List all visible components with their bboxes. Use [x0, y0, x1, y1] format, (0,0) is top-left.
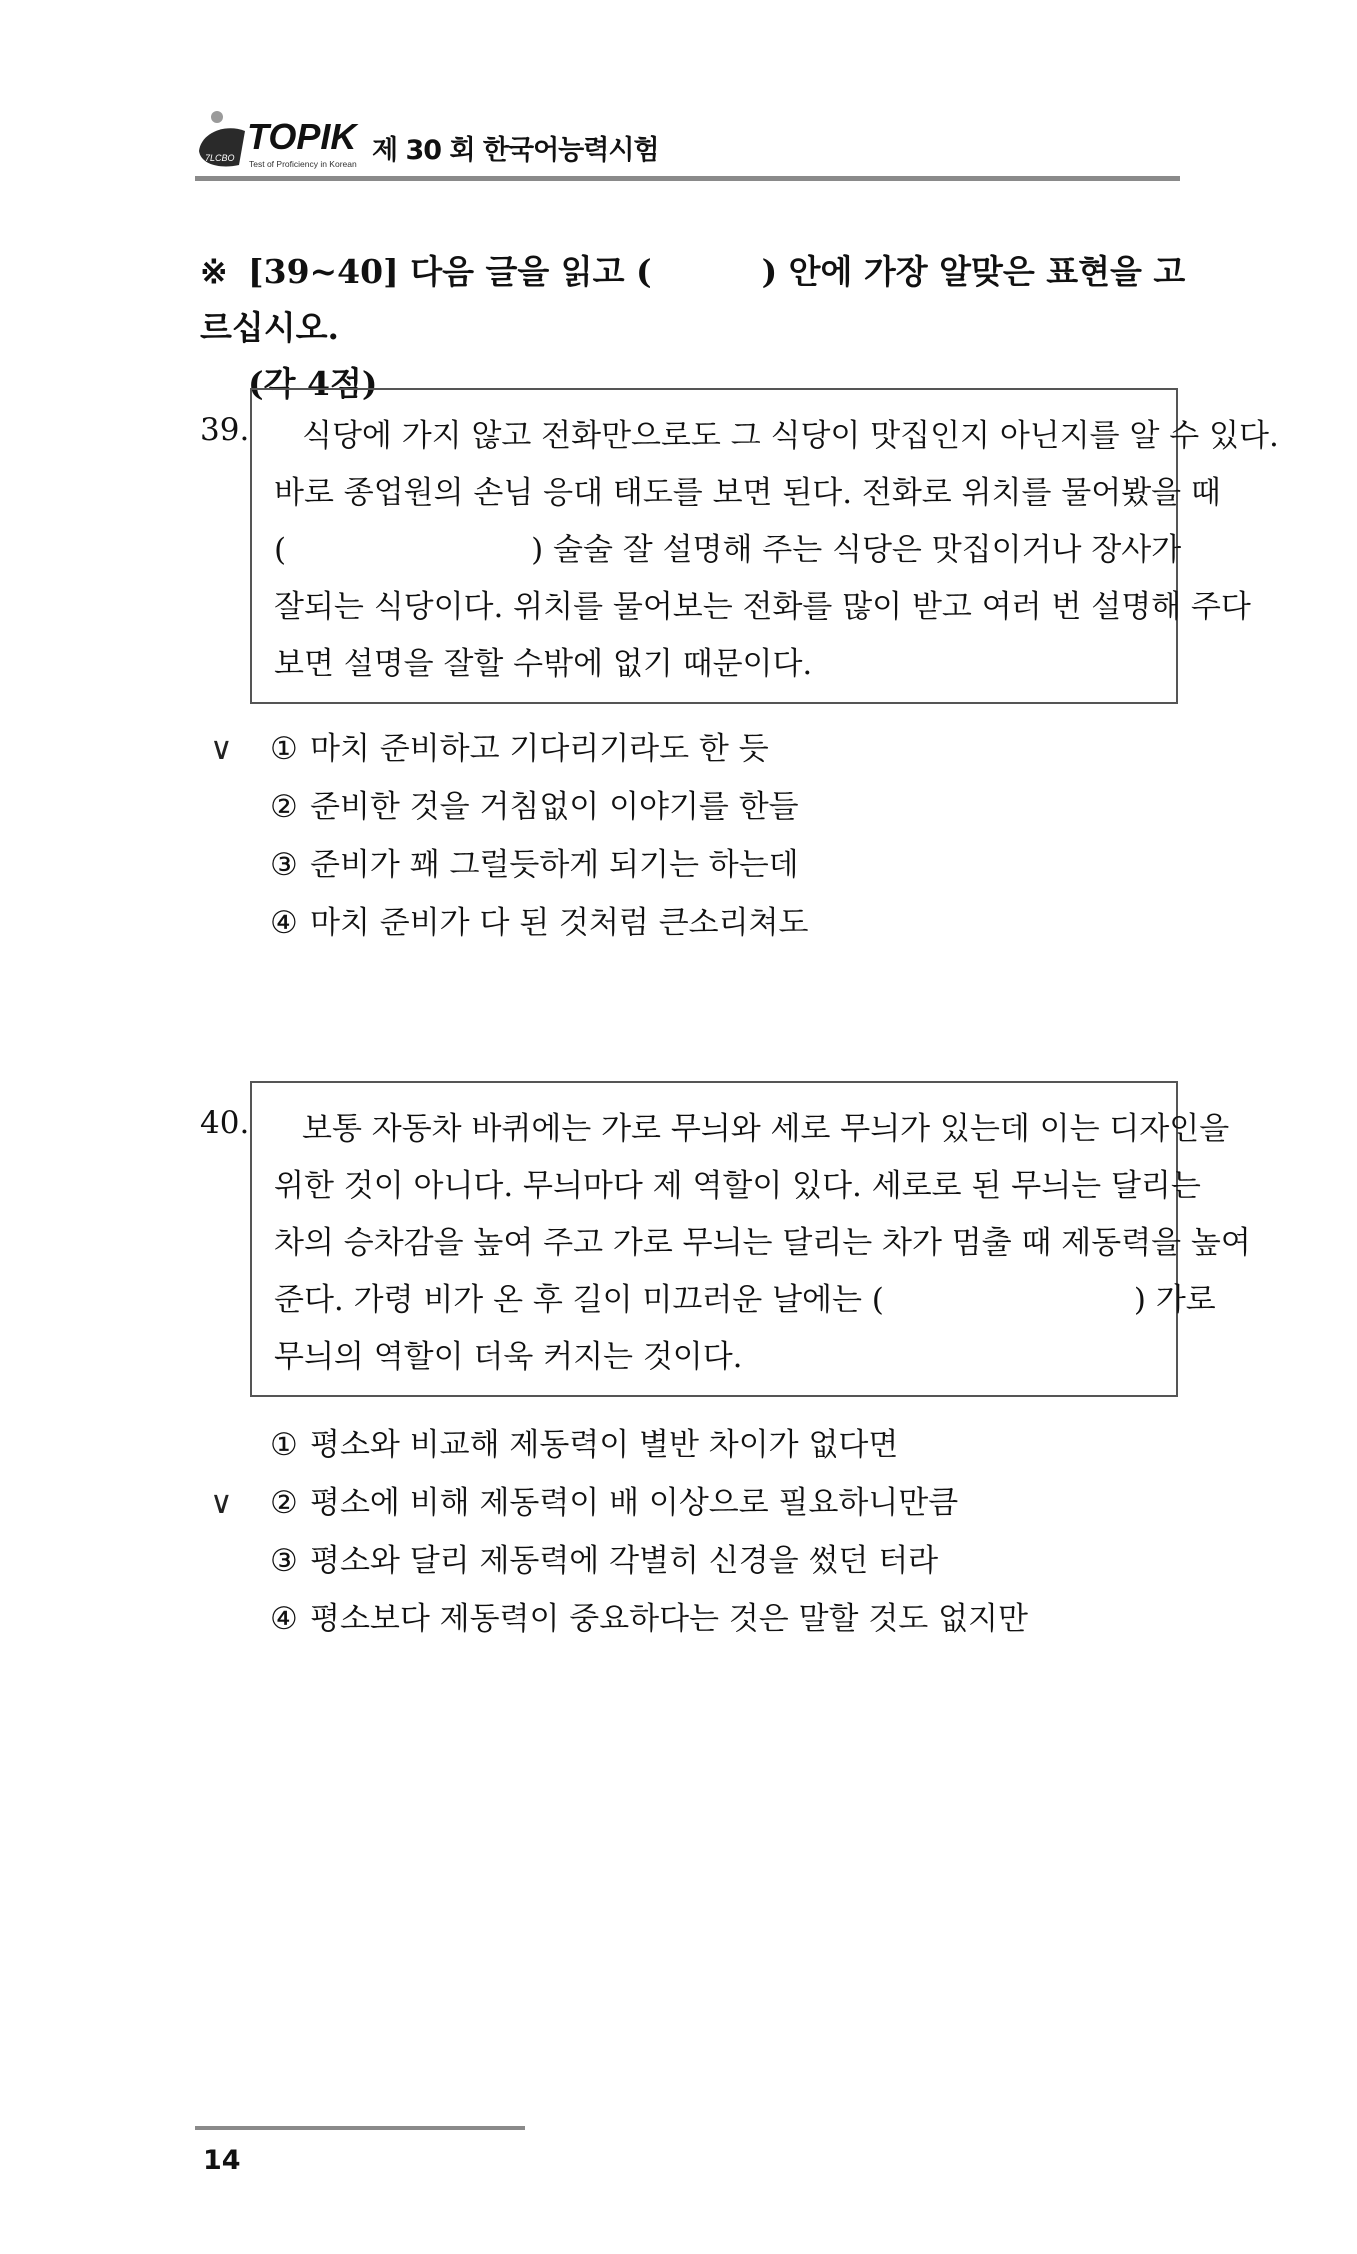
reference-mark: ※: [200, 252, 228, 291]
option-4[interactable]: [210, 1590, 1110, 1648]
instruction-text-1: [39~40] 다음 글을 읽고 (: [248, 252, 652, 291]
question-number-40: 40.: [200, 1105, 250, 1141]
passage-line: 바로 종업원의 손님 응대 태도를 보면 된다. 전화로 위치를 물어봤을 때: [274, 475, 1221, 511]
passage-line-with-blank: [274, 1272, 1216, 1329]
blank-close-text: ) 가로: [1133, 1282, 1216, 1318]
logo-brand: TOPIK: [247, 116, 357, 157]
passage-line: 무늬의 역할이 더욱 커지는 것이다.: [274, 1339, 743, 1375]
option-text: 평소와 달리 제동력에 각별히 신경을 썼던 터라: [310, 1543, 939, 1579]
passage-line: 보면 설명을 잘할 수밖에 없기 때문이다.: [274, 646, 813, 682]
passage-line: 식당에 가지 않고 전화만으로도 그 식당이 맛집인지 아닌지를 알 수 있다.: [302, 418, 1279, 454]
option-text: 마치 준비가 다 된 것처럼 큰소리쳐도: [310, 905, 809, 941]
footer-divider: [195, 2126, 525, 2130]
passage-box-39: [250, 388, 1279, 704]
option-number: ④: [270, 905, 298, 941]
passage-line: 차의 승차감을 높여 주고 가로 무늬는 달리는 차가 멈출 때 제동력을 높여: [274, 1225, 1251, 1261]
option-4[interactable]: [210, 894, 1110, 952]
option-text: 준비가 꽤 그럴듯하게 되기는 하는데: [310, 847, 799, 883]
option-text: 평소보다 제동력이 중요하다는 것은 말할 것도 없지만: [310, 1601, 1028, 1637]
passage-line-with-blank: [274, 522, 1182, 579]
option-2[interactable]: [210, 1474, 1110, 1532]
topik-logo: [195, 105, 370, 177]
option-number: ①: [270, 1427, 298, 1463]
passage-line: 잘되는 식당이다. 위치를 물어보는 전화를 많이 받고 여러 번 설명해 주다: [274, 589, 1251, 625]
option-text: 마치 준비하고 기다리기라도 한 듯: [310, 731, 769, 767]
option-2[interactable]: [210, 778, 1110, 836]
question-number-39: 39.: [200, 412, 250, 448]
options-40: [210, 1416, 1110, 1648]
logo-tagline: Test of Proficiency in Korean: [249, 159, 357, 169]
exam-title: 제 30 회 한국어능력시험: [372, 135, 659, 166]
blank-close-text: ) 술술 잘 설명해 주는 식당은 맛집이거나 장사가: [531, 532, 1182, 568]
option-number: ②: [270, 1485, 298, 1521]
passage-box-40: [250, 1081, 1251, 1397]
topik-logo-icon: [195, 105, 370, 177]
passage-line: 보통 자동차 바퀴에는 가로 무늬와 세로 무늬가 있는데 이는 디자인을: [302, 1111, 1230, 1147]
instruction: [200, 244, 1190, 412]
blank-open-text: 준다. 가령 비가 온 후 길이 미끄러운 날에는 (: [274, 1282, 884, 1318]
header-divider: [195, 176, 1180, 181]
option-3[interactable]: [210, 836, 1110, 894]
option-text: 평소에 비해 제동력이 배 이상으로 필요하니만큼: [310, 1485, 959, 1521]
option-number: ①: [270, 731, 298, 767]
logo-badge: 7LCBO: [205, 153, 235, 163]
points-note: (각 4점): [248, 364, 378, 403]
option-1[interactable]: [210, 720, 1110, 778]
check-mark: ∨: [210, 731, 233, 767]
option-3[interactable]: [210, 1532, 1110, 1590]
passage-line: 위한 것이 아니다. 무늬마다 제 역할이 있다. 세로로 된 무늬는 달리는: [274, 1168, 1201, 1204]
option-number: ②: [270, 789, 298, 825]
option-number: ④: [270, 1601, 298, 1637]
option-1[interactable]: [210, 1416, 1110, 1474]
option-number: ③: [270, 847, 298, 883]
options-39: [210, 720, 1110, 952]
blank-open: (: [274, 532, 287, 568]
page-number: 14: [203, 2145, 241, 2176]
instruction-text-2: ) 안에 가장 알맞은 표현을 고르십시오.: [200, 252, 1186, 347]
option-text: 준비한 것을 거침없이 이야기를 한들: [310, 789, 799, 825]
check-mark: ∨: [210, 1485, 233, 1521]
option-text: 평소와 비교해 제동력이 별반 차이가 없다면: [310, 1427, 899, 1463]
option-number: ③: [270, 1543, 298, 1579]
